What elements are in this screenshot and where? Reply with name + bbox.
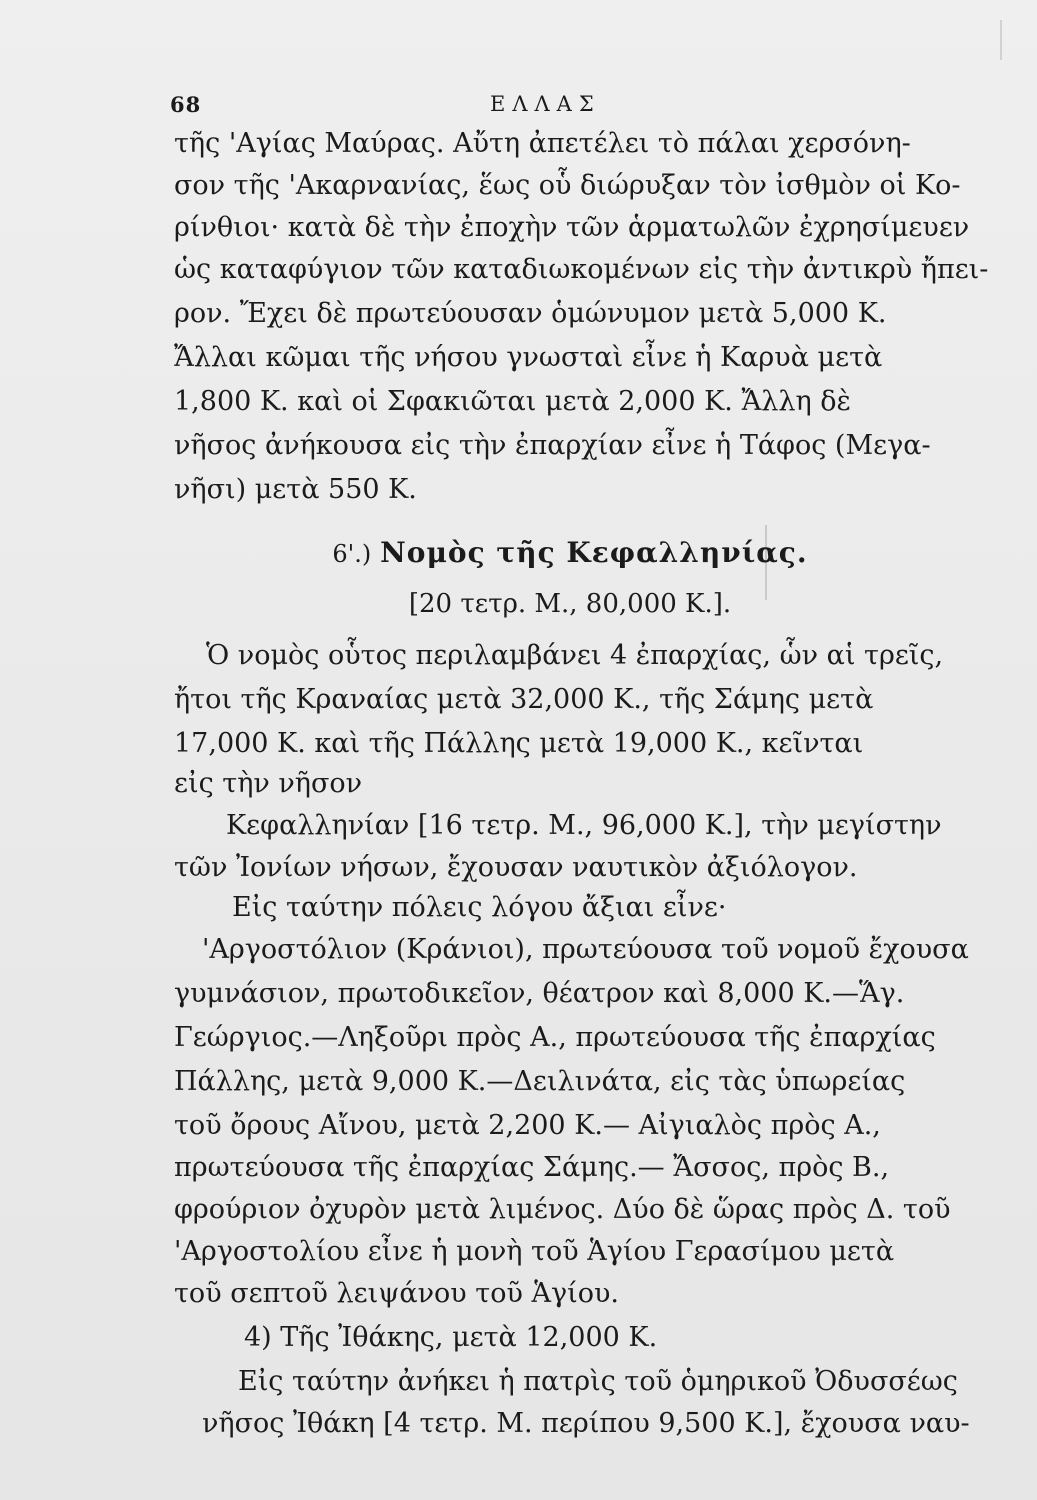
text-line: γυμνάσιον, πρωτοδικεῖον, θέατρον καὶ 8,000 Κ.—Ἅγ.: [174, 978, 905, 1009]
text-line: νῆσος ἀνήκουσα εἰς τὴν ἐπαρχίαν εἶνε ἡ Τάφος (Μεγα-: [174, 430, 931, 461]
text-line: Εἰς ταύτην ἀνήκει ἡ πατρὶς τοῦ ὁμηρικοῦ Ὀδυσσέως: [238, 1366, 958, 1397]
text-line: Ὁ νομὸς οὗτος περιλαμβάνει 4 ἐπαρχίας, ὧν αἱ τρεῖς,: [206, 640, 944, 671]
text-line: Κεφαλληνίαν [16 τετρ. Μ., 96,000 Κ.], τὴν μεγίστην: [226, 810, 942, 841]
text-line: ρίνθιοι· κατὰ δὲ τὴν ἐποχὴν τῶν ἁρματωλῶν ἐχρησίμευεν: [174, 212, 970, 243]
text-line: ἤτοι τῆς Κραναίας μετὰ 32,000 Κ., τῆς Σάμης μετὰ: [174, 684, 874, 715]
text-line: 17,000 Κ. καὶ τῆς Πάλλης μετὰ 19,000 Κ., κεῖνται: [174, 728, 864, 759]
text-line: πρωτεύουσα τῆς ἐπαρχίας Σάμης.— Ἄσσος, πρὸς Β.,: [174, 1152, 890, 1183]
text-line: φρούριον ὀχυρὸν μετὰ λιμένος. Δύο δὲ ὥρας πρὸς Δ. τοῦ: [174, 1194, 951, 1225]
running-head: ΕΛΛΑΣ: [490, 92, 601, 116]
text-line: τῆς 'Αγίας Μαύρας. Αὔτη ἀπετέλει τὸ πάλαι χερσόνη-: [174, 128, 911, 159]
text-line: εἰς τὴν νῆσον: [174, 768, 363, 799]
section-meta: [20 τετρ. Μ., 80,000 Κ.].: [408, 589, 732, 619]
text-line: 'Αργοστόλιον (Κράνιοι), πρωτεύουσα τοῦ νομοῦ ἔχουσα: [202, 934, 969, 965]
text-line: τῶν Ἰονίων νήσων, ἔχουσαν ναυτικὸν ἀξιόλογον.: [174, 852, 858, 883]
text-line: τοῦ ὄρους Αἴνου, μετὰ 2,200 Κ.— Αἰγιαλὸς πρὸς Α.,: [174, 1110, 881, 1141]
text-line: Εἰς ταύτην πόλεις λόγου ἄξιαι εἶνε·: [232, 892, 727, 923]
section-heading: [172, 534, 968, 573]
text-line: Ἄλλαι κῶμαι τῆς νήσου γνωσταὶ εἶνε ἡ Καρυὰ μετὰ: [174, 342, 883, 373]
section-marker: 6'.): [332, 540, 372, 568]
text-line: ρον. Ἔχει δὲ πρωτεύουσαν ὁμώνυμον μετὰ 5,000 Κ.: [174, 298, 887, 329]
scan-crease: [1000, 20, 1002, 60]
text-line: νῆσι) μετὰ 550 Κ.: [174, 474, 417, 505]
text-line: τοῦ σεπτοῦ λειψάνου τοῦ Ἁγίου.: [174, 1278, 619, 1309]
text-line: νῆσος Ἰθάκη [4 τετρ. Μ. περίπου 9,500 Κ.], ἔχουσα ναυ-: [202, 1408, 970, 1439]
text-line: 'Αργοστολίου εἶνε ἡ μονὴ τοῦ Ἁγίου Γερασίμου μετὰ: [174, 1236, 895, 1267]
text-line: 4) Τῆς Ἰθάκης, μετὰ 12,000 Κ.: [244, 1322, 658, 1353]
text-line: ὡς καταφύγιον τῶν καταδιωκομένων εἰς τὴν ἀντικρὺ ἤπει-: [174, 254, 989, 285]
text-line: σον τῆς 'Ακαρνανίας, ἕως οὗ διώρυξαν τὸν ἰσθμὸν οἱ Κο-: [174, 170, 961, 201]
page-number: 68: [170, 92, 202, 117]
section-title: Νομὸς τῆς Κεφαλληνίας.: [380, 536, 808, 569]
text-line: 1,800 Κ. καὶ οἱ Σφακιῶται μετὰ 2,000 Κ. Ἄλλη δὲ: [174, 386, 852, 417]
text-line: Πάλλης, μετὰ 9,000 Κ.—Δειλινάτα, εἰς τὰς ὑπωρείας: [174, 1066, 906, 1097]
text-line: Γεώργιος.—Ληξοῦρι πρὸς Α., πρωτεύουσα τῆς ἐπαρχίας: [174, 1022, 936, 1053]
